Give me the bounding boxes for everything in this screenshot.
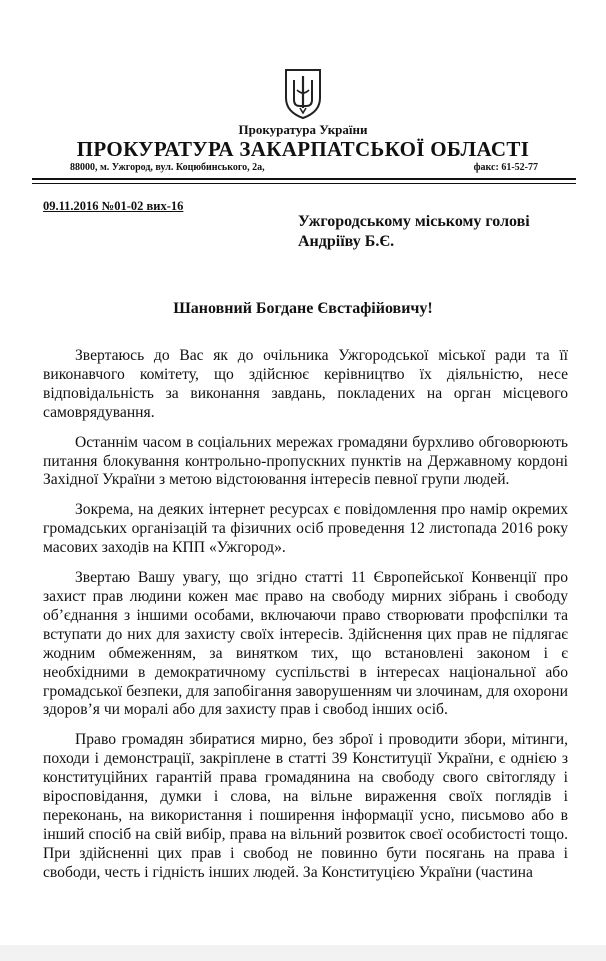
addressee-block	[298, 212, 530, 252]
viewer-bottom-bar	[0, 945, 606, 961]
org-line-1: Прокуратура України	[238, 122, 368, 137]
org-fax: факс: 61-52-77	[473, 162, 538, 173]
trident-crest-icon	[283, 68, 323, 120]
header-rule-top	[32, 178, 576, 180]
header-rule-bottom	[32, 183, 576, 184]
outgoing-reference: 09.11.2016 №01-02 вих-16	[43, 199, 184, 213]
letter-body	[43, 347, 568, 894]
greeting: Шановний Богдане Євстафійовичу!	[173, 300, 433, 317]
paragraph: Зокрема, на деяких інтернет ресурсах є повідомлення про намір окремих громадських організацій та фізичних осіб проведення 12 листопада 2016 року масових заходів на КПП «Ужгород».	[43, 501, 568, 557]
addressee-title: Ужгородському міському голові	[298, 213, 530, 230]
addressee-name: Андріїву Б.Є.	[298, 233, 395, 250]
paragraph: Останнім часом в соціальних мережах громадяни бурхливо обговорюють питання блокування контрольно-пропускних пунктів на Державному кордоні Західної України з метою відстоювання інтересів певної групи людей.	[43, 433, 568, 489]
org-address: 88000, м. Ужгород, вул. Коцюбинського, 2а,	[70, 162, 265, 173]
paragraph: Право громадян збиратися мирно, без зброї і проводити збори, мітинги, походи і демонстрації, закріплене в статті 39 Конституції України, є однією з конституційних гарантій права громадянина на свободу свого світогляду і віросповідання, думки і слова, на вільне вираження своїх поглядів і переконань, на використання і поширення інформації усно, письмово або в інший спосіб на свій вибір, права на вільний розвиток своєї особистості тощо. При здійсненні цих прав і свобод не повинно бути посягань на права і свободи, честь і гідність інших людей. За Конституцією України (частина	[43, 731, 568, 881]
org-title: ПРОКУРАТУРА ЗАКАРПАТСЬКОЇ ОБЛАСТІ	[76, 137, 530, 161]
paragraph: Звертаю Вашу увагу, що згідно статті 11 Європейської Конвенції про захист прав людини кожен має право на свободу мирних зібрань і свободу об’єднання з іншими особами, включаючи право створювати профспілки та вступати до них для захисту своїх інтересів. Здійснення цих прав не підлягає жодним обмеженням, за винятком тих, що встановлені законом і є необхідними в демократичному суспільстві в інтересах національної або громадської безпеки, для запобігання заворушенням чи злочинам, для охорони здоров’я чи моралі або для захисту прав і свобод інших осіб.	[43, 569, 568, 719]
paragraph: Звертаюсь до Вас як до очільника Ужгородської міської ради та її виконавчого комітету, що здійснює керівництво їх діяльністю, несе відповідальність за виконання завдань, покладених на орган місцевого самоврядування.	[43, 347, 568, 421]
